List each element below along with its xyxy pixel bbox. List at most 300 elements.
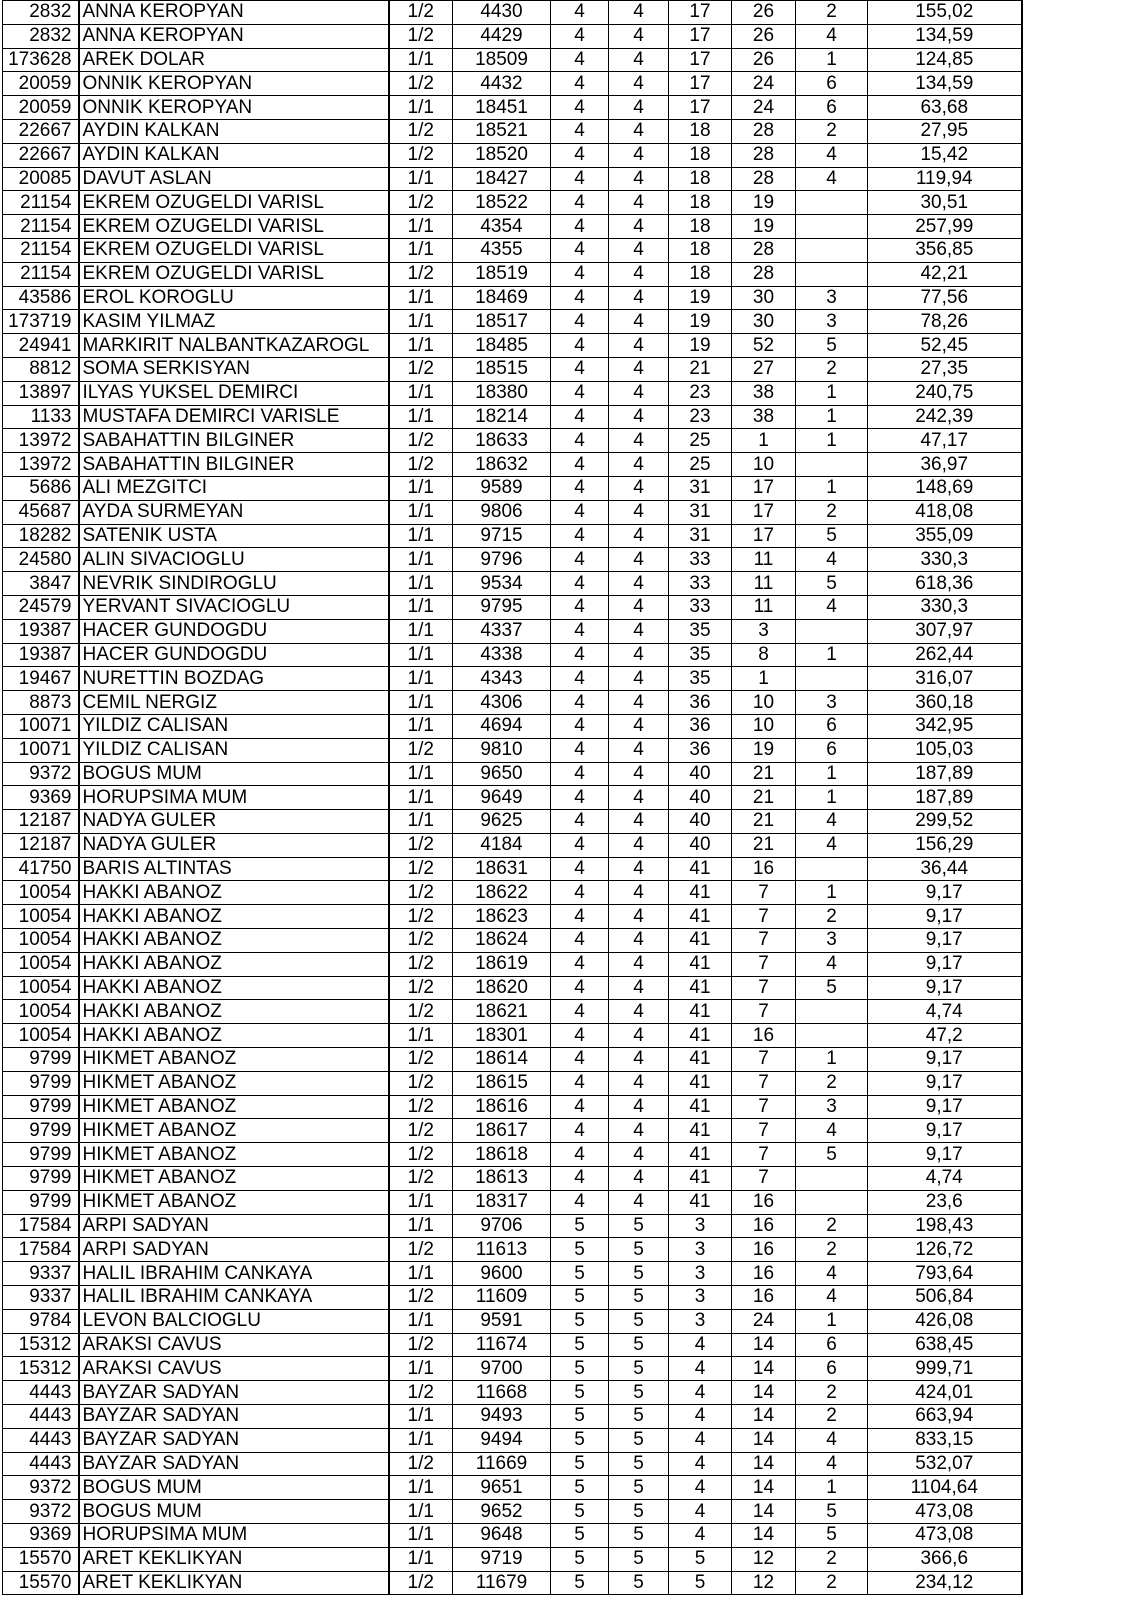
table-row: [3, 381, 1022, 405]
cell-owner-name: SABAHATTIN BILGINER: [79, 429, 389, 453]
cell-record-id: 5686: [3, 476, 79, 500]
cell-amount: 155,02: [868, 1, 1022, 25]
cell-lot-no: 21: [732, 833, 796, 857]
cell-lot-no: 10: [732, 691, 796, 715]
cell-lot-no: 10: [732, 453, 796, 477]
cell-share: 1/1: [389, 215, 453, 239]
cell-parcel-no: 18451: [453, 96, 551, 120]
cell-parcel-no: 9651: [453, 1476, 551, 1500]
cell-block-no: 41: [669, 952, 732, 976]
cell-lot-no: 24: [732, 72, 796, 96]
cell-owner-name: DAVUT ASLAN: [79, 167, 389, 191]
cell-sub-no: [796, 857, 868, 881]
cell-sub-no: 6: [796, 96, 868, 120]
table-row: [3, 1143, 1022, 1167]
cell-lot-no: 19: [732, 738, 796, 762]
cell-block-no: 41: [669, 1143, 732, 1167]
cell-col-a: 4: [551, 191, 609, 215]
cell-parcel-no: 11674: [453, 1333, 551, 1357]
cell-owner-name: HAKKI ABANOZ: [79, 905, 389, 929]
cell-col-a: 5: [551, 1309, 609, 1333]
cell-parcel-no: 9648: [453, 1524, 551, 1548]
cell-col-a: 4: [551, 48, 609, 72]
cell-block-no: 21: [669, 357, 732, 381]
cell-amount: 119,94: [868, 167, 1022, 191]
cell-col-b: 4: [609, 429, 669, 453]
cell-block-no: 41: [669, 1190, 732, 1214]
cell-owner-name: ONNIK KEROPYAN: [79, 72, 389, 96]
cell-record-id: 45687: [3, 500, 79, 524]
cell-record-id: 10071: [3, 738, 79, 762]
cell-sub-no: 4: [796, 24, 868, 48]
cell-record-id: 24579: [3, 595, 79, 619]
cell-record-id: 22667: [3, 119, 79, 143]
cell-col-b: 4: [609, 738, 669, 762]
cell-sub-no: 1: [796, 786, 868, 810]
cell-col-a: 4: [551, 548, 609, 572]
cell-lot-no: 38: [732, 381, 796, 405]
cell-lot-no: 14: [732, 1428, 796, 1452]
cell-block-no: 17: [669, 24, 732, 48]
cell-block-no: 40: [669, 786, 732, 810]
cell-block-no: 3: [669, 1286, 732, 1310]
table-row: [3, 1095, 1022, 1119]
cell-parcel-no: 4184: [453, 833, 551, 857]
cell-block-no: 41: [669, 1167, 732, 1191]
cell-col-b: 4: [609, 810, 669, 834]
cell-col-b: 4: [609, 1190, 669, 1214]
cell-col-b: 4: [609, 334, 669, 358]
cell-amount: 78,26: [868, 310, 1022, 334]
cell-lot-no: 21: [732, 810, 796, 834]
cell-lot-no: 21: [732, 786, 796, 810]
cell-owner-name: ARPI SADYAN: [79, 1238, 389, 1262]
table-row: [3, 667, 1022, 691]
cell-lot-no: 30: [732, 286, 796, 310]
cell-sub-no: 1: [796, 1309, 868, 1333]
cell-owner-name: EKREM OZUGELDI VARISL: [79, 262, 389, 286]
cell-col-b: 5: [609, 1286, 669, 1310]
cell-parcel-no: 11669: [453, 1452, 551, 1476]
cell-col-a: 4: [551, 667, 609, 691]
cell-col-a: 5: [551, 1571, 609, 1595]
cell-col-a: 5: [551, 1476, 609, 1500]
table-row: [3, 48, 1022, 72]
cell-lot-no: 17: [732, 476, 796, 500]
cell-sub-no: 1: [796, 643, 868, 667]
cell-col-b: 4: [609, 833, 669, 857]
cell-block-no: 25: [669, 429, 732, 453]
cell-block-no: 31: [669, 524, 732, 548]
cell-col-b: 4: [609, 929, 669, 953]
table-row: [3, 1500, 1022, 1524]
cell-col-b: 4: [609, 881, 669, 905]
table-row: [3, 1167, 1022, 1191]
cell-parcel-no: 18520: [453, 143, 551, 167]
cell-col-b: 4: [609, 1048, 669, 1072]
table-row: [3, 524, 1022, 548]
cell-lot-no: 26: [732, 48, 796, 72]
cell-block-no: 4: [669, 1428, 732, 1452]
cell-lot-no: 24: [732, 1309, 796, 1333]
cell-amount: 234,12: [868, 1571, 1022, 1595]
cell-col-a: 4: [551, 1167, 609, 1191]
cell-amount: 355,09: [868, 524, 1022, 548]
cell-lot-no: 17: [732, 524, 796, 548]
cell-owner-name: HAKKI ABANOZ: [79, 1000, 389, 1024]
cell-col-a: 5: [551, 1405, 609, 1429]
cell-owner-name: HALIL IBRAHIM CANKAYA: [79, 1262, 389, 1286]
cell-sub-no: 6: [796, 1357, 868, 1381]
cell-lot-no: 7: [732, 881, 796, 905]
cell-col-a: 4: [551, 881, 609, 905]
cell-amount: 156,29: [868, 833, 1022, 857]
cell-amount: 15,42: [868, 143, 1022, 167]
cell-block-no: 40: [669, 762, 732, 786]
cell-parcel-no: 4432: [453, 72, 551, 96]
cell-sub-no: [796, 1167, 868, 1191]
cell-block-no: 3: [669, 1238, 732, 1262]
cell-lot-no: 12: [732, 1547, 796, 1571]
cell-parcel-no: 9493: [453, 1405, 551, 1429]
cell-parcel-no: 18620: [453, 976, 551, 1000]
cell-record-id: 8812: [3, 357, 79, 381]
cell-lot-no: 7: [732, 1048, 796, 1072]
cell-col-b: 4: [609, 119, 669, 143]
cell-parcel-no: 18427: [453, 167, 551, 191]
table-row: [3, 929, 1022, 953]
cell-owner-name: EROL KOROGLU: [79, 286, 389, 310]
cell-share: 1/2: [389, 262, 453, 286]
cell-owner-name: BOGUS MUM: [79, 762, 389, 786]
cell-lot-no: 26: [732, 24, 796, 48]
cell-record-id: 173719: [3, 310, 79, 334]
cell-owner-name: ARET KEKLIKYAN: [79, 1571, 389, 1595]
cell-sub-no: 4: [796, 952, 868, 976]
cell-amount: 148,69: [868, 476, 1022, 500]
cell-parcel-no: 4338: [453, 643, 551, 667]
cell-lot-no: 14: [732, 1357, 796, 1381]
cell-col-a: 4: [551, 1095, 609, 1119]
cell-col-b: 5: [609, 1500, 669, 1524]
cell-share: 1/1: [389, 1476, 453, 1500]
cell-amount: 307,97: [868, 619, 1022, 643]
cell-record-id: 10054: [3, 881, 79, 905]
cell-parcel-no: 18614: [453, 1048, 551, 1072]
cell-owner-name: HIKMET ABANOZ: [79, 1048, 389, 1072]
cell-block-no: 33: [669, 595, 732, 619]
cell-record-id: 9784: [3, 1309, 79, 1333]
cell-share: 1/1: [389, 1190, 453, 1214]
cell-owner-name: ARET KEKLIKYAN: [79, 1547, 389, 1571]
cell-col-a: 4: [551, 357, 609, 381]
cell-sub-no: 1: [796, 429, 868, 453]
table-row: [3, 1524, 1022, 1548]
cell-share: 1/2: [389, 929, 453, 953]
cell-owner-name: HIKMET ABANOZ: [79, 1119, 389, 1143]
cell-owner-name: AYDA SURMEYAN: [79, 500, 389, 524]
cell-owner-name: SATENIK USTA: [79, 524, 389, 548]
cell-lot-no: 19: [732, 191, 796, 215]
cell-record-id: 9372: [3, 1500, 79, 1524]
cell-sub-no: 4: [796, 1452, 868, 1476]
cell-lot-no: 7: [732, 1095, 796, 1119]
cell-share: 1/1: [389, 786, 453, 810]
cell-sub-no: 6: [796, 1333, 868, 1357]
cell-record-id: 15570: [3, 1571, 79, 1595]
cell-record-id: 9799: [3, 1167, 79, 1191]
cell-col-a: 5: [551, 1333, 609, 1357]
cell-amount: 316,07: [868, 667, 1022, 691]
cell-block-no: 4: [669, 1476, 732, 1500]
cell-owner-name: BAYZAR SADYAN: [79, 1428, 389, 1452]
cell-parcel-no: 11679: [453, 1571, 551, 1595]
cell-amount: 663,94: [868, 1405, 1022, 1429]
cell-sub-no: 3: [796, 310, 868, 334]
cell-owner-name: ANNA KEROPYAN: [79, 24, 389, 48]
cell-col-a: 4: [551, 143, 609, 167]
table-row: [3, 1, 1022, 25]
table-row: [3, 1024, 1022, 1048]
cell-share: 1/2: [389, 24, 453, 48]
table-row: [3, 857, 1022, 881]
cell-sub-no: [796, 1024, 868, 1048]
cell-parcel-no: 18621: [453, 1000, 551, 1024]
table-row: [3, 453, 1022, 477]
cell-share: 1/1: [389, 1357, 453, 1381]
cell-col-b: 5: [609, 1571, 669, 1595]
cell-owner-name: ALI MEZGITCI: [79, 476, 389, 500]
cell-parcel-no: 18509: [453, 48, 551, 72]
cell-amount: 330,3: [868, 548, 1022, 572]
table-row: [3, 334, 1022, 358]
cell-block-no: 4: [669, 1333, 732, 1357]
cell-col-a: 4: [551, 691, 609, 715]
cell-owner-name: ILYAS YUKSEL DEMIRCI: [79, 381, 389, 405]
cell-sub-no: [796, 1000, 868, 1024]
cell-parcel-no: 18622: [453, 881, 551, 905]
cell-record-id: 10054: [3, 929, 79, 953]
table-row: [3, 1309, 1022, 1333]
cell-record-id: 22667: [3, 143, 79, 167]
cell-block-no: 18: [669, 215, 732, 239]
cell-share: 1/1: [389, 96, 453, 120]
cell-share: 1/2: [389, 857, 453, 881]
cell-parcel-no: 18616: [453, 1095, 551, 1119]
table-row: [3, 1381, 1022, 1405]
table-row: [3, 500, 1022, 524]
cell-parcel-no: 18624: [453, 929, 551, 953]
cell-amount: 330,3: [868, 595, 1022, 619]
cell-block-no: 18: [669, 238, 732, 262]
cell-owner-name: MUSTAFA DEMIRCI VARISLE: [79, 405, 389, 429]
cell-record-id: 15570: [3, 1547, 79, 1571]
cell-block-no: 3: [669, 1214, 732, 1238]
cell-lot-no: 16: [732, 1024, 796, 1048]
table-row: [3, 215, 1022, 239]
cell-amount: 342,95: [868, 714, 1022, 738]
cell-owner-name: YERVANT SIVACIOGLU: [79, 595, 389, 619]
cell-col-b: 4: [609, 357, 669, 381]
cell-col-b: 4: [609, 1071, 669, 1095]
cell-col-a: 5: [551, 1452, 609, 1476]
table-row: [3, 643, 1022, 667]
cell-amount: 9,17: [868, 905, 1022, 929]
cell-owner-name: BAYZAR SADYAN: [79, 1381, 389, 1405]
cell-record-id: 173628: [3, 48, 79, 72]
cell-owner-name: LEVON BALCIOGLU: [79, 1309, 389, 1333]
cell-record-id: 21154: [3, 262, 79, 286]
cell-parcel-no: 11609: [453, 1286, 551, 1310]
cell-col-b: 4: [609, 786, 669, 810]
cell-amount: 257,99: [868, 215, 1022, 239]
table-row: [3, 714, 1022, 738]
cell-block-no: 40: [669, 833, 732, 857]
cell-col-a: 4: [551, 500, 609, 524]
table-row: [3, 1214, 1022, 1238]
cell-lot-no: 16: [732, 1190, 796, 1214]
cell-col-a: 4: [551, 905, 609, 929]
table-row: [3, 476, 1022, 500]
cell-col-a: 5: [551, 1500, 609, 1524]
cell-col-b: 4: [609, 548, 669, 572]
cell-sub-no: 2: [796, 1071, 868, 1095]
cell-owner-name: HAKKI ABANOZ: [79, 976, 389, 1000]
cell-col-a: 4: [551, 453, 609, 477]
cell-parcel-no: 4306: [453, 691, 551, 715]
table-row: [3, 357, 1022, 381]
cell-block-no: 4: [669, 1524, 732, 1548]
cell-sub-no: 4: [796, 1286, 868, 1310]
cell-lot-no: 14: [732, 1381, 796, 1405]
cell-sub-no: 5: [796, 572, 868, 596]
cell-col-a: 4: [551, 524, 609, 548]
cell-col-b: 5: [609, 1381, 669, 1405]
cell-col-b: 4: [609, 143, 669, 167]
table-body: [3, 1, 1022, 1595]
table-row: [3, 1428, 1022, 1452]
cell-col-a: 5: [551, 1238, 609, 1262]
cell-parcel-no: 4355: [453, 238, 551, 262]
cell-record-id: 19467: [3, 667, 79, 691]
cell-sub-no: 5: [796, 1500, 868, 1524]
cell-col-b: 4: [609, 1000, 669, 1024]
cell-parcel-no: 9625: [453, 810, 551, 834]
cell-lot-no: 11: [732, 572, 796, 596]
cell-share: 1/1: [389, 762, 453, 786]
table-row: [3, 167, 1022, 191]
cell-record-id: 20059: [3, 96, 79, 120]
cell-record-id: 4443: [3, 1405, 79, 1429]
cell-share: 1/1: [389, 1428, 453, 1452]
cell-amount: 47,17: [868, 429, 1022, 453]
cell-block-no: 18: [669, 262, 732, 286]
cell-lot-no: 1: [732, 667, 796, 691]
cell-record-id: 4443: [3, 1452, 79, 1476]
table-row: [3, 1452, 1022, 1476]
cell-parcel-no: 18633: [453, 429, 551, 453]
cell-owner-name: HIKMET ABANOZ: [79, 1167, 389, 1191]
cell-block-no: 19: [669, 310, 732, 334]
cell-col-a: 4: [551, 1024, 609, 1048]
cell-parcel-no: 9534: [453, 572, 551, 596]
cell-block-no: 31: [669, 500, 732, 524]
cell-col-b: 4: [609, 191, 669, 215]
cell-col-a: 5: [551, 1262, 609, 1286]
cell-record-id: 21154: [3, 238, 79, 262]
table-row: [3, 286, 1022, 310]
cell-share: 1/2: [389, 1452, 453, 1476]
cell-parcel-no: 18485: [453, 334, 551, 358]
cell-col-b: 4: [609, 952, 669, 976]
cell-amount: 77,56: [868, 286, 1022, 310]
cell-block-no: 4: [669, 1381, 732, 1405]
cell-record-id: 9369: [3, 786, 79, 810]
cell-parcel-no: 9795: [453, 595, 551, 619]
cell-share: 1/2: [389, 1048, 453, 1072]
cell-col-a: 4: [551, 762, 609, 786]
cell-lot-no: 38: [732, 405, 796, 429]
cell-sub-no: [796, 262, 868, 286]
cell-amount: 52,45: [868, 334, 1022, 358]
cell-parcel-no: 9719: [453, 1547, 551, 1571]
cell-parcel-no: 9700: [453, 1357, 551, 1381]
cell-col-a: 4: [551, 1190, 609, 1214]
cell-block-no: 17: [669, 72, 732, 96]
cell-amount: 424,01: [868, 1381, 1022, 1405]
cell-owner-name: HACER GUNDOGDU: [79, 619, 389, 643]
cell-record-id: 18282: [3, 524, 79, 548]
table-row: [3, 1286, 1022, 1310]
cell-record-id: 9369: [3, 1524, 79, 1548]
cell-amount: 426,08: [868, 1309, 1022, 1333]
cell-lot-no: 11: [732, 548, 796, 572]
cell-col-b: 4: [609, 524, 669, 548]
cell-lot-no: 26: [732, 1, 796, 25]
cell-owner-name: NURETTIN BOZDAG: [79, 667, 389, 691]
cell-share: 1/1: [389, 334, 453, 358]
cell-col-a: 4: [551, 929, 609, 953]
cell-amount: 27,35: [868, 357, 1022, 381]
cell-sub-no: 4: [796, 143, 868, 167]
cell-share: 1/1: [389, 595, 453, 619]
cell-record-id: 20085: [3, 167, 79, 191]
cell-share: 1/2: [389, 738, 453, 762]
cell-sub-no: 2: [796, 1547, 868, 1571]
cell-sub-no: 2: [796, 905, 868, 929]
cell-record-id: 10054: [3, 905, 79, 929]
cell-lot-no: 28: [732, 119, 796, 143]
cell-lot-no: 7: [732, 1000, 796, 1024]
cell-owner-name: HIKMET ABANOZ: [79, 1190, 389, 1214]
cell-sub-no: 1: [796, 405, 868, 429]
cell-parcel-no: 18619: [453, 952, 551, 976]
cell-parcel-no: 18613: [453, 1167, 551, 1191]
table-row: [3, 786, 1022, 810]
cell-share: 1/2: [389, 1571, 453, 1595]
cell-share: 1/2: [389, 1167, 453, 1191]
cell-owner-name: HIKMET ABANOZ: [79, 1071, 389, 1095]
cell-record-id: 1133: [3, 405, 79, 429]
cell-col-a: 4: [551, 1048, 609, 1072]
cell-block-no: 23: [669, 381, 732, 405]
table-row: [3, 881, 1022, 905]
cell-sub-no: 2: [796, 357, 868, 381]
cell-sub-no: 3: [796, 929, 868, 953]
cell-col-a: 4: [551, 215, 609, 239]
cell-record-id: 4443: [3, 1428, 79, 1452]
cell-share: 1/1: [389, 691, 453, 715]
